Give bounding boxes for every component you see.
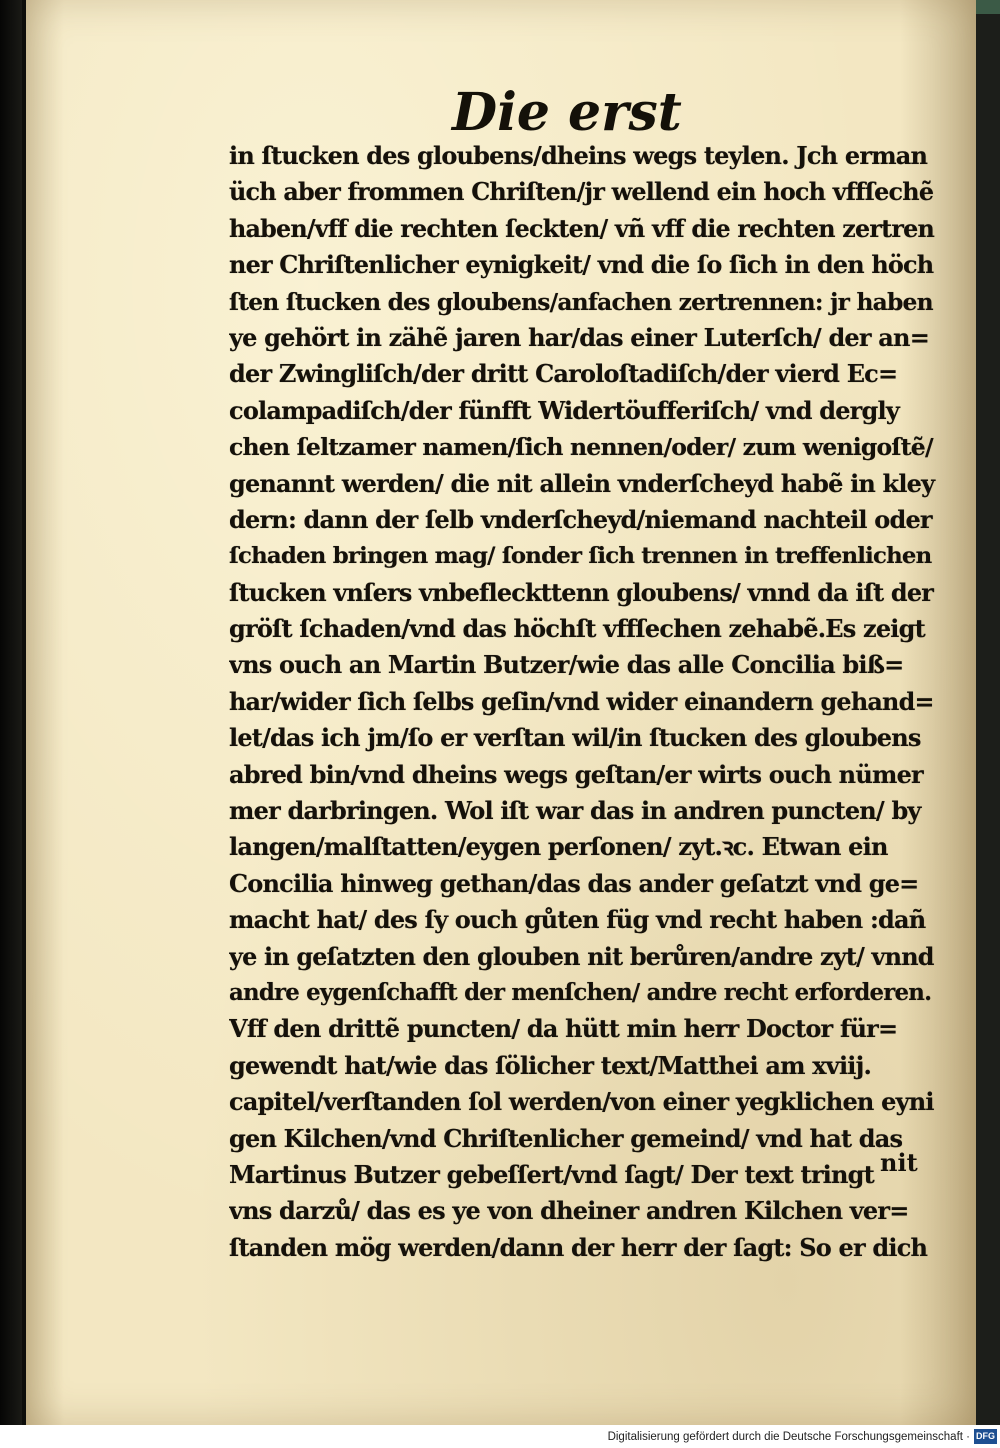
text-line: gewendt hat/wie das ſölicher text/Matthei am xviij. bbox=[229, 1050, 872, 1080]
text-line: vns darzů/ das es ye von dheiner andren Kilchen ver= bbox=[229, 1196, 909, 1226]
text-line: langen/malſtatten/eygen perſonen/ zyt.ꝛc. Etwan ein bbox=[229, 832, 888, 862]
text-line: mer darbringen. Wol iſt war das in andren puncten/ by bbox=[229, 796, 921, 826]
text-line: macht hat/ des ſy ouch gůten füg vnd recht haben :dañ bbox=[229, 905, 926, 935]
text-line: vns ouch an Martin Butzer/wie das alle Concilia biß= bbox=[229, 650, 904, 680]
catchword: nit bbox=[880, 1148, 918, 1177]
text-line: in ſtucken des gloubens/dheins wegs teylen. Jch erman bbox=[229, 141, 928, 170]
text-line: ner Chriſtenlicher eynigkeit/ vnd die ſo ſich in den höch bbox=[229, 251, 934, 280]
text-line: Martinus Butzer gebeſſert/vnd ſagt/ Der text tringt bbox=[229, 1159, 874, 1189]
text-line: andre eygenſchafft der menſchen/ andre recht erforderen. bbox=[229, 979, 932, 1006]
footer-bar bbox=[0, 1425, 1000, 1448]
text-line: ſten ſtucken des gloubens/anfachen zertrennen: jr haben bbox=[229, 287, 933, 316]
text-line: gen Kilchen/vnd Chriſtenlicher gemeind/ vnd hat das bbox=[229, 1123, 903, 1153]
funding-credit: Digitalisierung gefördert durch die Deutsche Forschungsgemeinschaft · bbox=[607, 1431, 970, 1443]
text-line: colampadiſch/der fünfft Widertöufferiſch/ vnd dergly bbox=[229, 395, 899, 425]
text-line: ſtucken vnſers vnbefleckttenn gloubens/ vnnd da iſt der bbox=[229, 578, 934, 607]
text-line: Vff den drittẽ puncten/ da hütt min herr Doctor für= bbox=[229, 1014, 898, 1044]
text-line: let/das ich jm/ſo er verſtan wil/in ſtucken des gloubens bbox=[229, 723, 921, 753]
text-line: chen ſeltzamer namen/ſich nennen/oder/ zum wenigoſtẽ/ bbox=[229, 433, 933, 462]
text-line: genannt werden/ die nit allein vnderſcheyd habẽ in kley bbox=[229, 468, 935, 498]
text-line: ye in geſatzten den glouben nit berůren/andre zyt/ vnnd bbox=[229, 942, 934, 971]
text-line: üch aber frommen Chriſten/jr wellend ein hoch vffſechẽ bbox=[229, 178, 934, 207]
scan-background-left bbox=[0, 0, 22, 1425]
text-line: abred bin/vnd dheins wegs geſtan/er wirts ouch nümer bbox=[229, 759, 923, 789]
page-text-block bbox=[229, 138, 939, 1266]
text-line: dern: dann der ſelb vnderſcheyd/niemand nachteil oder bbox=[229, 504, 932, 534]
text-line: ye gehört in zähẽ jaren har/das einer Luterſch/ der an= bbox=[229, 322, 930, 352]
text-line: Concilia hinweg gethan/das das ander geſatzt vnd ge= bbox=[229, 868, 919, 898]
text-line: der Zwingliſch/der dritt Caroloſtadiſch/der vierd Ec= bbox=[229, 359, 898, 389]
color-bar-tab bbox=[976, 0, 1000, 14]
scan-color-bar bbox=[976, 0, 1000, 1425]
text-line: har/wider ſich ſelbs geſin/vnd wider einandern gehand= bbox=[229, 687, 934, 716]
running-head: Die erst bbox=[452, 82, 682, 143]
text-line: haben/vff die rechten ſeckten/ vñ vff die rechten zertren bbox=[229, 214, 934, 243]
text-line: capitel/verſtanden ſol werden/von einer yegklichen eyni bbox=[229, 1087, 934, 1117]
dfg-logo: DFG bbox=[974, 1429, 997, 1444]
text-line: ſtanden mög werden/dann der herr der ſagt: So er dich bbox=[229, 1232, 928, 1262]
text-line: ſchaden bringen mag/ ſonder ſich trennen in treffenlichen bbox=[229, 543, 932, 570]
text-line: gröſt ſchaden/vnd das höchſt vffſechen zehabẽ.Es zeigt bbox=[229, 614, 925, 644]
